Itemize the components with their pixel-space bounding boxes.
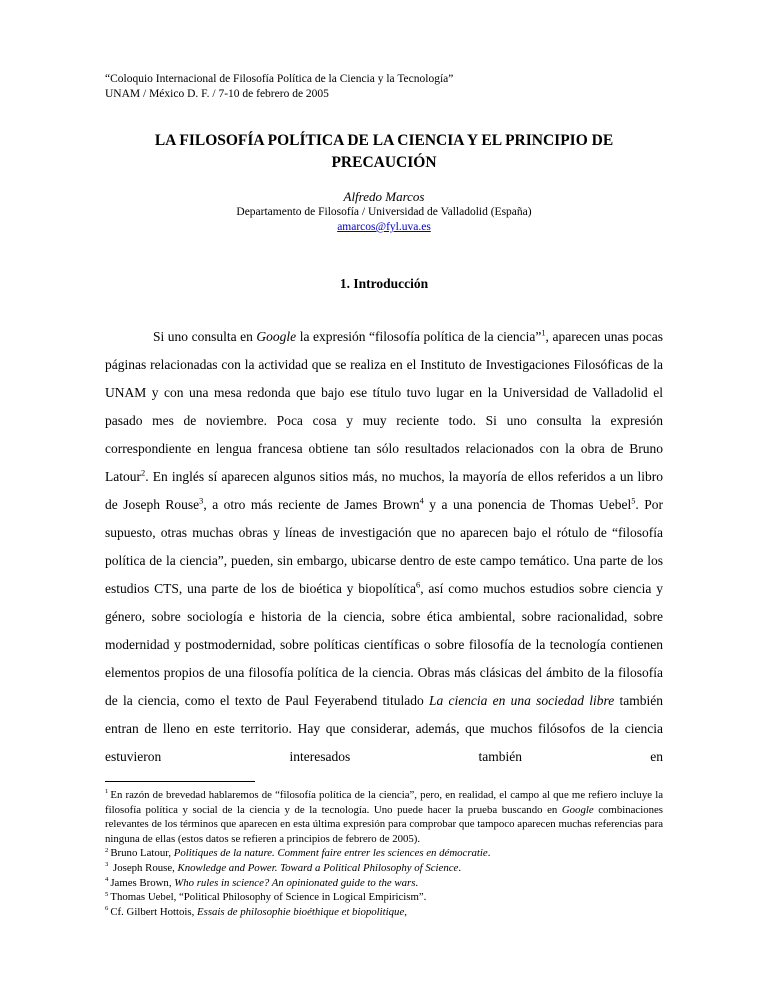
footnote-text: Bruno Latour, Politiques de la nature. Comment faire entrer les sciences en démocratie. xyxy=(110,847,491,860)
footnotes-section xyxy=(105,788,663,919)
footnote-number: 4 xyxy=(105,875,109,883)
footnote-item xyxy=(105,788,663,846)
footnote-number: 5 xyxy=(105,890,109,898)
footnote-item xyxy=(105,890,663,905)
footnote-text: En razón de brevedad hablaremos de “filosofía política de la ciencia”, pero, en realidad, el campo al que me refiero incluye la filosofía política y social de la ciencia y de la tecnología. Uno puede hacer la prueba buscando en Google combinaciones relevantes de los términos que aparecen en esta última expresión para comprobar que tampoco aparecen muchas referencias para ninguna de ellas (estos datos se refieren a principios de febrero de 2005). xyxy=(105,789,663,845)
footnote-text: Joseph Rouse, Knowledge and Power. Toward a Political Philosophy of Science. xyxy=(110,861,462,874)
footnote-number: 6 xyxy=(105,905,109,913)
footnote-separator xyxy=(105,781,255,782)
author-affiliation: Departamento de Filosofía / Universidad de Valladolid (España) xyxy=(236,206,532,218)
footnote-text: Thomas Uebel, “Political Philosophy of Science in Logical Empiricism”. xyxy=(110,891,427,904)
author-name: Alfredo Marcos xyxy=(343,189,425,204)
footnote-number: 3 xyxy=(105,861,109,869)
conference-header xyxy=(105,72,663,102)
body-paragraph: Si uno consulta en Google la expresión “filosofía política de la ciencia”$^1$, aparecen unas pocas páginas relacionadas con la actividad que se realiza en el Instituto de Investigaciones Filosóficas de la UNAM y con una mesa redonda que bajo ese título tuvo lugar en la Universidad de Valladolid el pasado mes de noviembre. Poca cosa y muy reciente todo. Si uno consulta la expresión correspondiente en lengua francesa obtiene tan sólo resultados relacionados con la obra de Bruno Latour$^2$. En inglés sí aparecen algunos sitios más, no muchos, la mayoría de ellos referidos a un libro de Joseph Rouse$^3$, a otro más reciente de James Brown$^4$ y a una ponencia de Thomas Uebel$^5$. Por supuesto, otras muchas obras y líneas de investigación que no aparecen bajo el rótulo de “filosofía política de la ciencia”, pueden, sin embargo, ubicarse dentro de este campo temático. Una parte de los estudios CTS, una parte de los de bioética y biopolítica$^6$, así como muchos estudios sobre ciencia y género, sobre sociología e historia de la ciencia, sobre ética ambiental, sobre racionalidad, sobre modernidad y postmodernidad, sobre políticas científicas o sobre filosofía de la tecnología contienen elementos propios de una filosofía política de la ciencia. Obras más clásicas del ámbito de la filosofía de la ciencia, como el texto de Paul Feyerabend titulado La ciencia en una sociedad libre también entran de lleno en este territorio. Hay que considerar, además, que muchos filósofos de la ciencia estuvieron interesados también en xyxy=(105,328,664,764)
author-block xyxy=(105,188,663,235)
conference-title: “Coloquio Internacional de Filosofía Política de la Ciencia y la Tecnología” xyxy=(105,73,454,85)
footnote-number: 1 xyxy=(105,788,109,796)
footnote-number: 2 xyxy=(105,846,109,854)
footnote-item xyxy=(105,876,663,891)
footnote-item xyxy=(105,905,663,920)
email-row xyxy=(105,220,663,235)
paper-title: LA FILOSOFÍA POLÍTICA DE LA CIENCIA Y EL PRINCIPIO DE PRECAUCIÓN xyxy=(154,132,614,171)
footnote-text: Cf. Gilbert Hottois, Essais de philosophie bioéthique et biopolitique, xyxy=(110,905,407,918)
footnote-item xyxy=(105,861,663,876)
email-link[interactable]: amarcos@fyl.uva.es xyxy=(337,221,431,233)
conference-venue-date: UNAM / México D. F. / 7-10 de febrero de 2005 xyxy=(105,88,329,100)
footnote-text: James Brown, Who rules in science? An opinionated guide to the wars. xyxy=(110,876,419,889)
footnote-item xyxy=(105,846,663,861)
section-heading: 1. Introducción xyxy=(339,276,429,291)
